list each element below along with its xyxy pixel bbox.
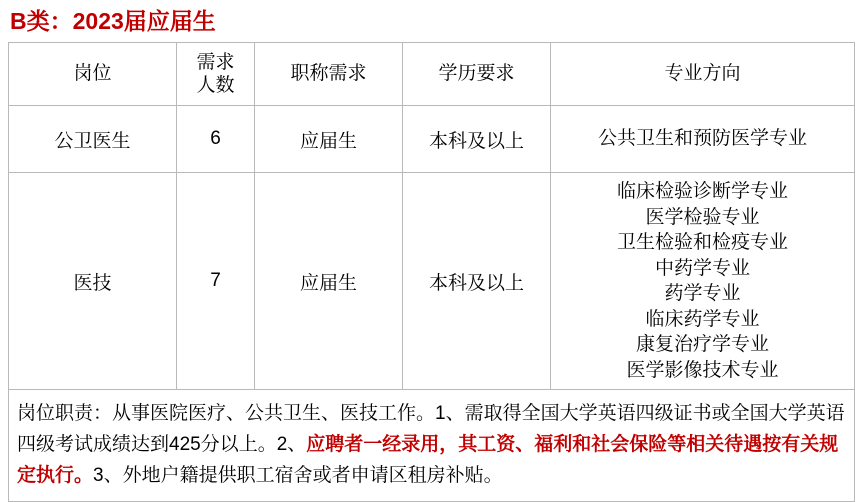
cell-number: 7	[177, 173, 255, 390]
table-row	[9, 173, 855, 390]
note-part1: 岗位职责：从事医院医疗、公共卫生、医技工作。1、需取得全国大学英语四级证书或全国大学英语四级考试成绩达到425分以上。2、	[17, 403, 845, 455]
major-item: 公共卫生和预防医学专业	[597, 128, 807, 150]
major-item: 康复治疗学专业	[635, 334, 769, 355]
note-part2: 3、外地户籍提供职工宿舍或者申请区租房补贴。	[93, 465, 503, 486]
column-header-title-requirement: 职称需求	[255, 43, 403, 106]
major-item: 中药学专业	[654, 257, 750, 279]
major-item: 临床检验诊断学专业	[616, 181, 788, 202]
cell-title-requirement: 应届生	[255, 106, 403, 173]
table-note-row	[9, 390, 855, 502]
table-header-row	[9, 43, 855, 106]
job-note	[9, 390, 855, 502]
table-row	[9, 106, 855, 173]
major-item: 药学专业	[664, 283, 741, 304]
column-header-number-line2: 人数	[196, 75, 235, 96]
column-header-post: 岗位	[9, 43, 177, 106]
cell-post: 医技	[9, 173, 177, 390]
cell-title-requirement: 应届生	[255, 173, 403, 390]
column-header-number	[177, 43, 255, 106]
major-item: 临床药学专业	[645, 308, 760, 330]
page-title	[10, 6, 854, 36]
major-item: 卫生检验和检疫专业	[616, 232, 788, 253]
page-title-prefix: B类：	[10, 8, 73, 34]
note-highlight: 应聘者一经录用，其工资、福利和社会保险等相关待遇按有关规定执行。	[17, 434, 839, 486]
cell-major	[551, 173, 855, 390]
cell-education: 本科及以上	[403, 106, 551, 173]
recruitment-table	[8, 42, 855, 502]
column-header-major: 专业方向	[551, 43, 855, 106]
major-item: 医学检验专业	[645, 206, 760, 228]
cell-post: 公卫医生	[9, 106, 177, 173]
major-item: 医学影像技术专业	[626, 359, 779, 381]
page-title-main: 2023届应届生	[72, 8, 216, 34]
cell-number: 6	[177, 106, 255, 173]
cell-education: 本科及以上	[403, 173, 551, 390]
column-header-number-line1: 需求	[196, 52, 235, 73]
column-header-education: 学历要求	[403, 43, 551, 106]
cell-major	[551, 106, 855, 173]
